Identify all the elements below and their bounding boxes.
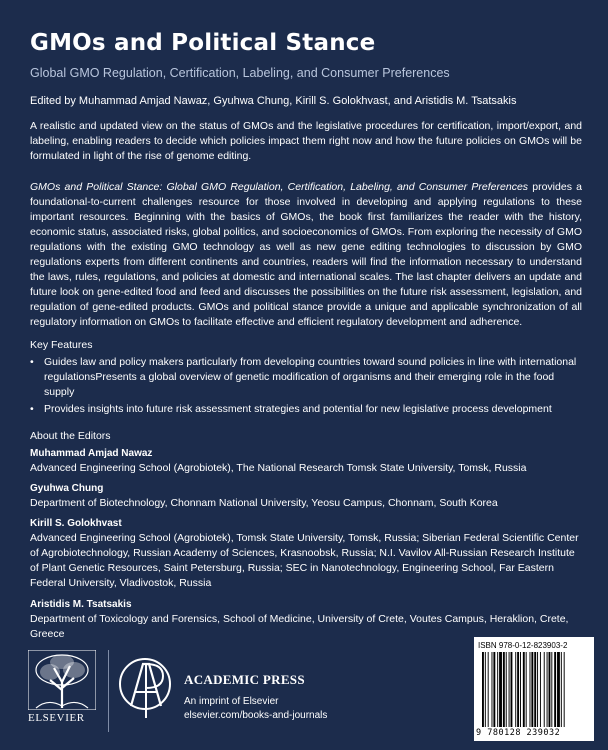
- barcode-bar: [551, 652, 552, 727]
- description-paragraph: [30, 180, 582, 330]
- editor-affiliation: Department of Toxicology and Forensics, School of Medicine, University of Crete, Voutes Campus, Heraklion, Crete, Greece: [30, 613, 569, 640]
- barcode-bar: [554, 652, 556, 727]
- barcode-bar: [526, 652, 527, 727]
- editor-affiliation: Advanced Engineering School (Agrobiotek), Tomsk State University, Tomsk, Russia; Siberian Federal Scientific Center of Agrobiotechnology, Russian Academy of Sciences, Krasnoobsk, Russia; N.I. Vavilov All-Russian Research Institute of Plant Genetic Resources, Saint Petersburg, Russia; SEC in Nanotechnology, Engineering School, Far Eastern Federal University, Vladivostok, Russia: [30, 532, 579, 589]
- barcode-bar: [503, 652, 505, 727]
- barcode-icon: [478, 652, 590, 727]
- editor-block: [30, 516, 582, 591]
- barcode-bar: [506, 652, 507, 727]
- key-features-list: [30, 355, 582, 419]
- barcode-bar: [537, 652, 538, 727]
- barcode-bar: [509, 652, 510, 727]
- barcode-bar: [482, 652, 484, 727]
- key-feature-text: Provides insights into future risk assessment strategies and potential for new legislative process development: [44, 403, 552, 415]
- barcode-bar: [544, 652, 545, 727]
- barcode-bar: [499, 652, 502, 727]
- editor-affiliation: Department of Biotechnology, Chonnam National University, Yeosu Campus, Chonnam, South Korea: [30, 497, 498, 509]
- editor-block: [30, 597, 582, 642]
- bullet-icon: •: [30, 403, 34, 415]
- barcode-bar: [497, 652, 498, 727]
- publisher-url: elsevier.com/books-and-journals: [184, 710, 328, 721]
- editor-name: Gyuhwa Chung: [30, 483, 104, 494]
- barcode-bar: [493, 652, 495, 727]
- description-text: provides a foundational-to-current challenges resource for those involved in developing and applying regulations to these important resources. Beginning with the basics of GMOs, the book first familiarizes the reader with the history, economic status, associated risks, global politics, and socioeconomics of GMOs. From exploring the necessity of GMO regulations with the existing GMO technology as well as new gene editing technologies to discussion by GMO regulations experts from different continents and countries, readers will find the information necessary to understand the laws, rules, regulations, and policies at domestic and international scales. The last chapter delivers an update and future look on gene-edited food and feed and discusses the possibilities on the future risk assessment, legislation, and regulation of gene-edited products. GMOs and political stance provide a unique and applicable synchronization of all regulatory information on GMOs to facilitate effective and efficient regulatory development and adherence.: [30, 181, 582, 328]
- description-italic-lead: GMOs and Political Stance: Global GMO Regulation, Certification, Labeling, and Consumer Preferences: [30, 181, 529, 193]
- barcode-bar: [561, 652, 562, 727]
- barcode-bar: [557, 652, 560, 727]
- barcode-bar: [531, 652, 533, 727]
- barcode-bar: [488, 652, 489, 727]
- academic-press-wordmark: ACADEMIC PRESS: [184, 672, 305, 687]
- barcode-bar: [530, 652, 531, 727]
- key-features-heading: Key Features: [30, 339, 93, 351]
- elsevier-tree-logo: [28, 650, 96, 710]
- about-editors-heading: About the Editors: [30, 430, 111, 442]
- barcode-bar: [547, 652, 548, 727]
- editor-name: Muhammad Amjad Nawaz: [30, 448, 153, 459]
- editor-name: Aristidis M. Tsatsakis: [30, 599, 132, 610]
- barcode-bar: [564, 652, 565, 727]
- barcode-bar: [515, 652, 516, 727]
- barcode-bar: [520, 652, 521, 727]
- editor-block: [30, 446, 582, 476]
- barcode-bar: [485, 652, 486, 727]
- barcode-bar: [492, 652, 493, 727]
- bullet-icon: •: [30, 356, 34, 368]
- list-item: [30, 355, 582, 400]
- barcode-digits: 9 780128 239032: [476, 728, 561, 738]
- logo-divider: [108, 650, 109, 732]
- barcode-bar: [511, 652, 513, 727]
- intro-paragraph: A realistic and updated view on the status of GMOs and the legislative procedures for certification, import/export, and labeling, enabling readers to decide which policies impact them right now and how the future policies on GMOs will be formulated in light of the rise of genome editing.: [30, 120, 582, 162]
- book-title: GMOs and Political Stance: [30, 30, 376, 56]
- book-subtitle: Global GMO Regulation, Certification, Labeling, and Consumer Preferences: [30, 66, 450, 80]
- barcode-bar: [523, 652, 525, 727]
- key-feature-text: Guides law and policy makers particularly from developing countries toward sound policies in line with international regulationsPresents a global overview of genetic modification of organisms and their emerging role in the food supply: [44, 356, 577, 398]
- elsevier-wordmark: ELSEVIER: [28, 712, 85, 724]
- barcode-bar: [534, 652, 536, 727]
- editor-block: [30, 481, 582, 511]
- imprint-line: An imprint of Elsevier: [184, 696, 279, 707]
- editor-affiliation: Advanced Engineering School (Agrobiotek), The National Research Tomsk State University, Tomsk, Russia: [30, 462, 527, 474]
- barcode-bar: [549, 652, 551, 727]
- list-item: [30, 402, 582, 417]
- editor-name: Kirill S. Golokhvast: [30, 518, 122, 529]
- isbn-label: ISBN 978-0-12-823903-2: [478, 641, 568, 650]
- barcode-bar: [540, 652, 541, 727]
- academic-press-logo: [115, 652, 175, 724]
- edited-by-line: Edited by Muhammad Amjad Nawaz, Gyuhwa Chung, Kirill S. Golokhvast, and Aristidis M. Tsatsakis: [30, 95, 517, 107]
- barcode-bar: [517, 652, 519, 727]
